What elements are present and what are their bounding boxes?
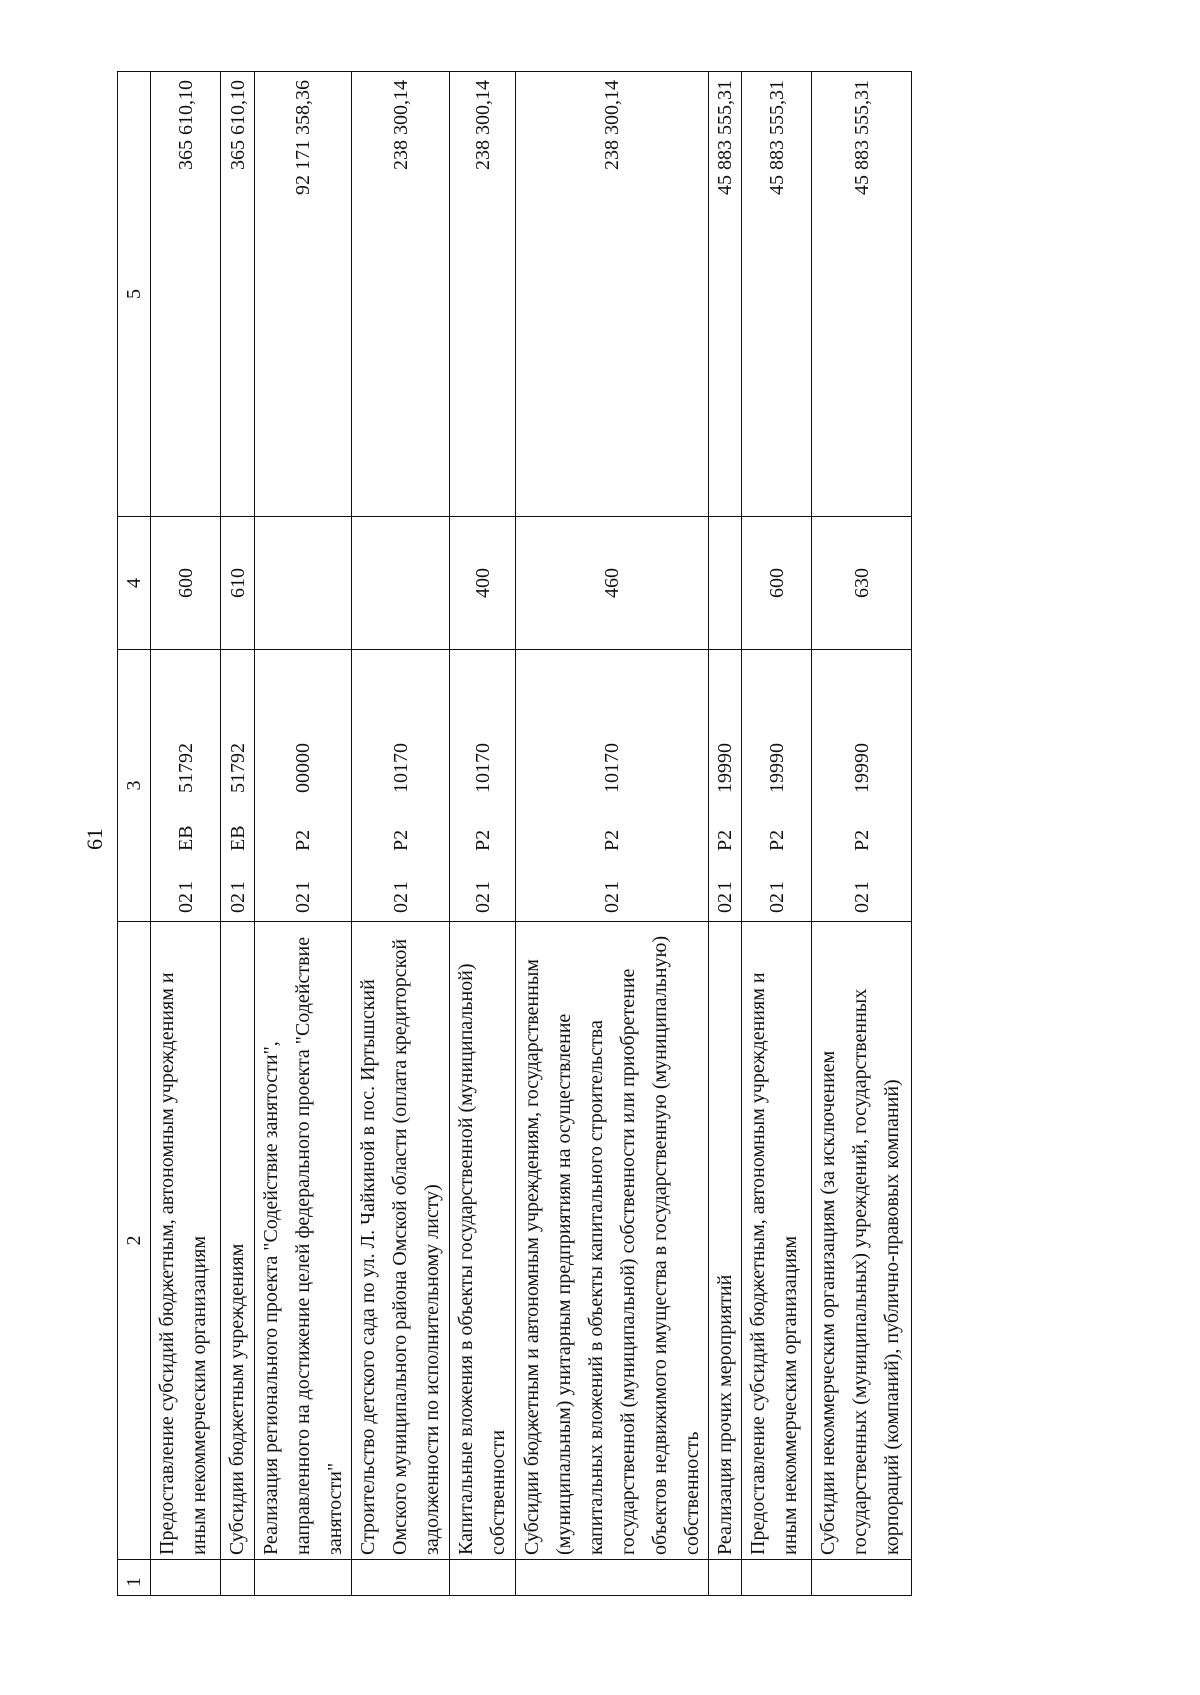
code-part: 19990	[765, 743, 788, 793]
code-part: 19990	[714, 743, 736, 793]
row-code	[221, 650, 255, 922]
row-expense-type	[255, 517, 352, 650]
row-amount: 45 883 555,31	[709, 72, 742, 517]
page-number: 61	[82, 828, 107, 850]
table-row	[352, 72, 450, 1596]
code-part: 02	[226, 893, 249, 913]
code-part: 02	[765, 893, 788, 913]
code-part: 00000	[292, 743, 314, 793]
row-amount: 238 300,14	[450, 72, 516, 517]
row-index-cell	[450, 1560, 516, 1596]
code-part: 1	[471, 881, 494, 891]
code-part: Р2	[292, 829, 314, 851]
code-part: Р2	[765, 829, 788, 851]
row-expense-type: 460	[516, 517, 709, 650]
row-code	[709, 650, 742, 922]
table-header-row	[118, 72, 151, 1596]
row-index-cell	[812, 1560, 912, 1596]
code-part: Р2	[850, 829, 873, 851]
code-part: Р2	[601, 829, 623, 851]
table-row	[221, 72, 255, 1596]
row-description: Реализация прочих мероприятий	[709, 922, 742, 1560]
code-part: 1	[174, 881, 197, 891]
row-code	[255, 650, 352, 922]
row-index-cell	[151, 1560, 221, 1596]
row-amount: 45 883 555,31	[812, 72, 912, 517]
code-part: 1	[226, 881, 249, 891]
row-description: Субсидии бюджетным и автономным учреждениям, государственным (муниципальным) унитарным предприятиям на осуществление капитальных вложений в объекты капитального строительства государственной (муниципальной) собственности или приобретение объектов недвижимого имущества в государственную (муниципальную) собственность	[516, 922, 709, 1560]
row-code	[812, 650, 912, 922]
header-col-5: 5	[118, 72, 151, 517]
row-expense-type	[352, 517, 450, 650]
code-part: 02	[389, 893, 412, 913]
row-amount: 92 171 358,36	[255, 72, 352, 517]
table-row	[151, 72, 221, 1596]
row-description: Предоставление субсидий бюджетным, автономным учреждениям и иным некоммерческим организациям	[151, 922, 221, 1560]
code-part: 02	[174, 893, 197, 913]
header-col-2: 2	[118, 922, 151, 1560]
row-code	[151, 650, 221, 922]
code-part: 1	[850, 881, 873, 891]
budget-table	[117, 71, 912, 1596]
header-col-3: 3	[118, 650, 151, 922]
code-part: 02	[601, 893, 623, 913]
code-part: Р2	[714, 829, 736, 851]
row-description: Предоставление субсидий бюджетным, автономным учреждениям и иным некоммерческим организациям	[742, 922, 812, 1560]
row-index-cell	[352, 1560, 450, 1596]
code-part: 51792	[174, 743, 197, 793]
table-row	[516, 72, 709, 1596]
code-part: 51792	[226, 743, 249, 793]
row-description: Строительство детского сада по ул. Л. Чайкиной в пос. Иртышский Омского муниципального района Омской области (оплата кредиторской задолженности по исполнительному листу)	[352, 922, 450, 1560]
header-col-1: 1	[118, 1560, 151, 1596]
row-index-cell	[255, 1560, 352, 1596]
code-part: 10170	[389, 743, 412, 793]
row-code	[450, 650, 516, 922]
row-description: Капитальные вложения в объекты государственной (муниципальной) собственности	[450, 922, 516, 1560]
row-expense-type: 400	[450, 517, 516, 650]
code-part: 02	[714, 893, 736, 913]
code-part: ЕВ	[174, 825, 197, 851]
code-part: 1	[389, 881, 412, 891]
budget-table-container	[117, 72, 953, 1596]
row-index-cell	[709, 1560, 742, 1596]
code-part: 10170	[471, 743, 494, 793]
table-row	[812, 72, 912, 1596]
row-code	[742, 650, 812, 922]
code-part: Р2	[471, 829, 494, 851]
code-part: 02	[850, 893, 873, 913]
code-part: 19990	[850, 743, 873, 793]
code-part: 1	[292, 881, 314, 891]
row-description: Субсидии некоммерческим организациям (за исключением государственных (муниципальных) учреждений, государственных корпораций (компаний), публично-правовых компаний)	[812, 922, 912, 1560]
row-expense-type	[709, 517, 742, 650]
row-description: Субсидии бюджетным учреждениям	[221, 922, 255, 1560]
row-expense-type: 600	[151, 517, 221, 650]
table-row	[450, 72, 516, 1596]
code-part: Р2	[389, 829, 412, 851]
row-description: Реализация регионального проекта "Содействие занятости", направленного на достижение целей федерального проекта "Содействие занятости"	[255, 922, 352, 1560]
table-row	[709, 72, 742, 1596]
row-amount: 365 610,10	[151, 72, 221, 517]
row-code	[516, 650, 709, 922]
row-code	[352, 650, 450, 922]
code-part: 02	[292, 893, 314, 913]
row-index-cell	[516, 1560, 709, 1596]
row-amount: 45 883 555,31	[742, 72, 812, 517]
code-part: 1	[765, 881, 788, 891]
code-part: 10170	[601, 743, 623, 793]
table-row	[742, 72, 812, 1596]
row-amount: 365 610,10	[221, 72, 255, 517]
row-amount: 238 300,14	[352, 72, 450, 517]
row-expense-type: 610	[221, 517, 255, 650]
row-index-cell	[742, 1560, 812, 1596]
table-row	[255, 72, 352, 1596]
code-part: 02	[471, 893, 494, 913]
code-part: 1	[601, 881, 623, 891]
row-amount: 238 300,14	[516, 72, 709, 517]
row-index-cell	[221, 1560, 255, 1596]
code-part: ЕВ	[226, 825, 249, 851]
row-expense-type: 600	[742, 517, 812, 650]
row-expense-type: 630	[812, 517, 912, 650]
code-part: 1	[714, 881, 736, 891]
header-col-4: 4	[118, 517, 151, 650]
